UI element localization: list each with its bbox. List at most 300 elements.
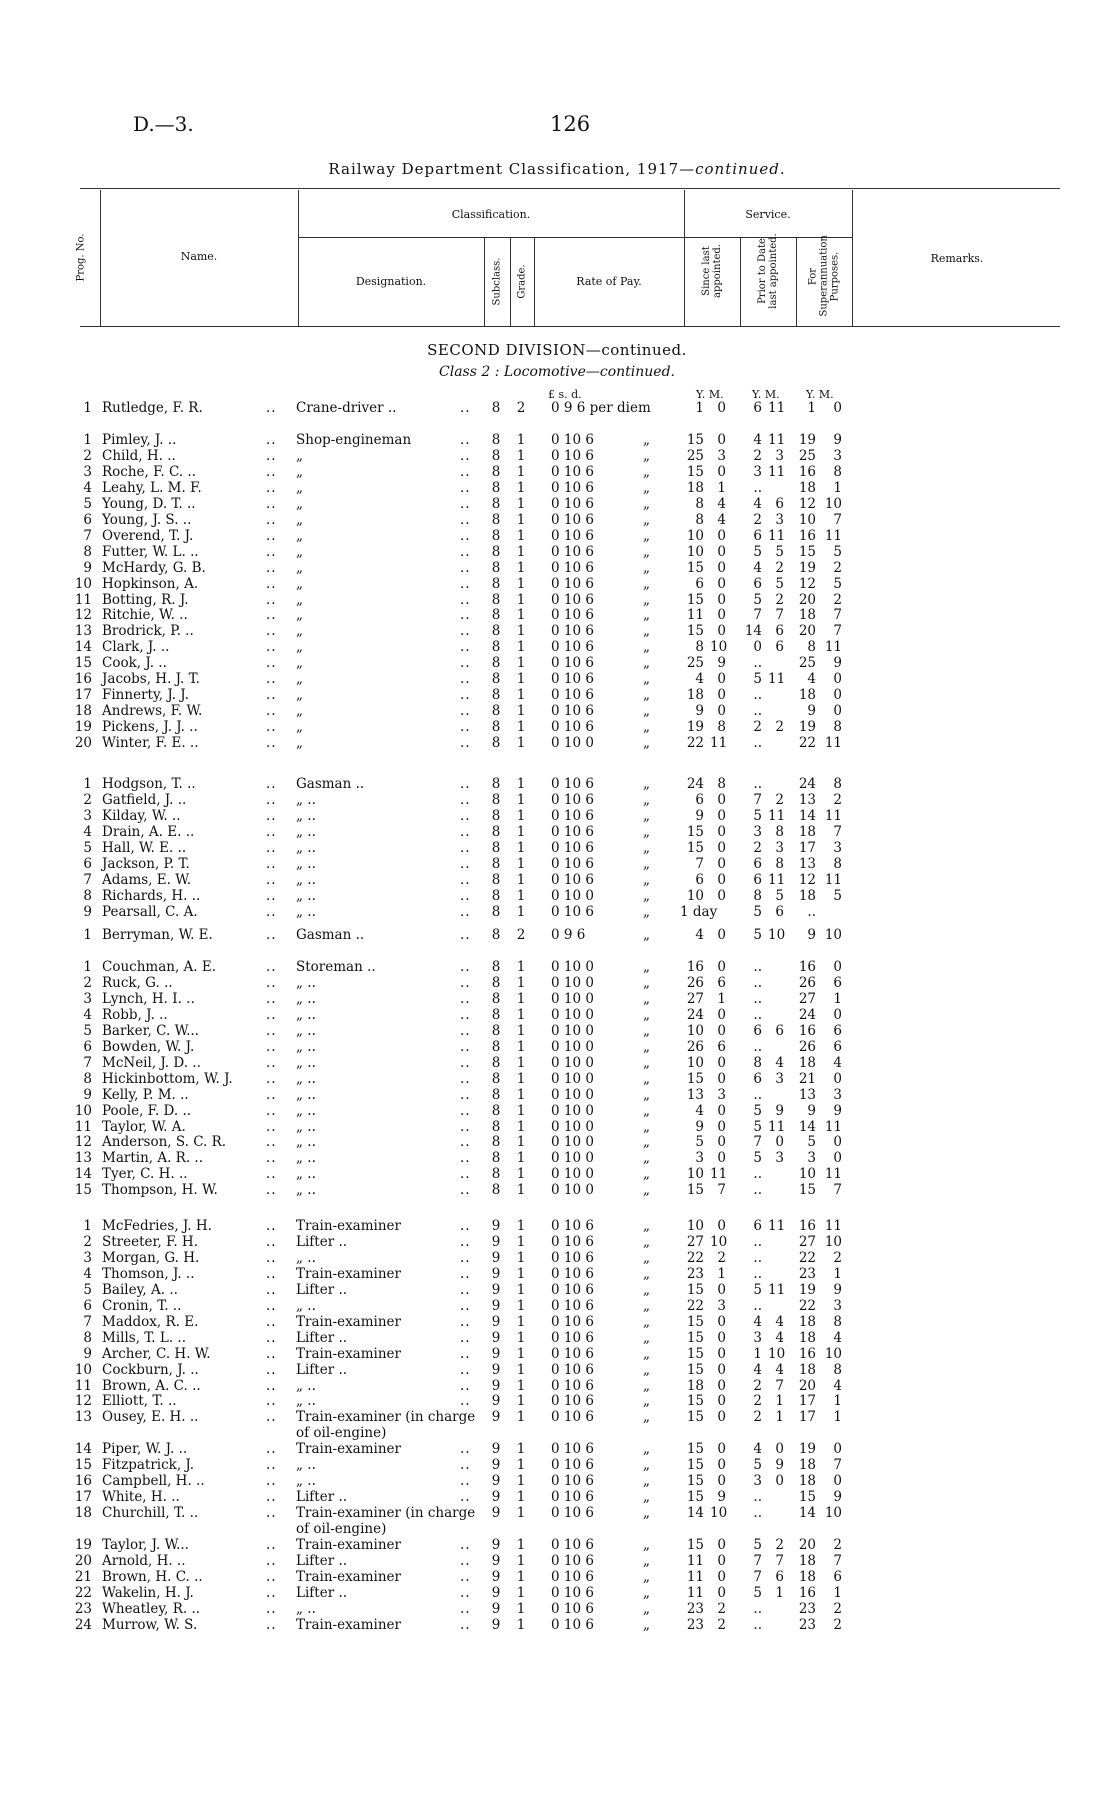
grade: 1 xyxy=(516,1297,526,1314)
prog-no: 5 xyxy=(83,1281,92,1298)
designation: Shop-engineman xyxy=(296,432,412,448)
since-months: 0 xyxy=(717,1054,726,1071)
leader-dots: .. xyxy=(460,463,471,480)
table-row xyxy=(0,577,1114,592)
since-months: 6 xyxy=(717,1038,726,1055)
name: Lynch, H. I. .. xyxy=(102,990,195,1007)
since-months: 10 xyxy=(710,1505,728,1522)
prior-years: .. xyxy=(753,1297,762,1314)
grade: 1 xyxy=(516,1038,526,1055)
table-row xyxy=(0,777,1114,792)
prior-years: 6 xyxy=(753,1022,762,1039)
leader-dots: .. xyxy=(460,400,471,416)
prog-no: 20 xyxy=(74,1552,92,1569)
prior-months: 6 xyxy=(775,903,784,920)
super-months: 0 xyxy=(833,1070,842,1087)
rate-of-pay: 0 10 6 xyxy=(551,591,594,608)
name: Young, J. S. .. xyxy=(102,511,192,528)
leader-dots: .. xyxy=(460,959,471,975)
prior-years: 2 xyxy=(753,1409,762,1426)
ditto-mark: „ xyxy=(643,575,650,592)
prior-months: 3 xyxy=(775,1150,784,1167)
designation: „ .. xyxy=(296,1377,316,1394)
since-years: 15 xyxy=(686,1393,704,1410)
leader-dots: .. xyxy=(460,1600,471,1617)
prior-months: 3 xyxy=(775,447,784,464)
designation: „ .. xyxy=(296,807,316,824)
prior-months: 3 xyxy=(775,1070,784,1087)
subclass: 8 xyxy=(491,1038,501,1055)
rate-of-pay: 0 10 6 xyxy=(551,623,594,640)
super-months: 1 xyxy=(833,1265,842,1282)
ditto-mark: „ xyxy=(643,887,650,904)
grade: 1 xyxy=(516,839,526,856)
since-months: 0 xyxy=(717,432,726,448)
grade: 1 xyxy=(516,1006,526,1023)
rate-of-pay: 0 10 6 xyxy=(551,1409,594,1426)
ditto-mark: „ xyxy=(643,1361,650,1378)
leader-dots: .. xyxy=(266,871,277,888)
grade: 1 xyxy=(516,1329,526,1346)
since-years: 11 xyxy=(686,1568,704,1585)
prog-no: 8 xyxy=(83,1329,92,1346)
table-row xyxy=(0,1410,1114,1425)
designation: „ xyxy=(296,511,303,528)
since-months: 0 xyxy=(717,543,726,560)
rate-of-pay: 0 10 6 xyxy=(551,1233,594,1250)
super-years: 18 xyxy=(798,607,816,624)
designation: „ xyxy=(296,671,303,688)
super-years: 13 xyxy=(798,791,816,808)
prior-years: 3 xyxy=(753,463,762,480)
ditto-mark: „ xyxy=(643,719,650,736)
super-months: 1 xyxy=(833,1409,842,1426)
designation: „ xyxy=(296,479,303,496)
leader-dots: .. xyxy=(266,855,277,872)
name: Overend, T. J. xyxy=(102,527,194,544)
subclass: 9 xyxy=(491,1600,501,1617)
designation: Lifter .. xyxy=(296,1281,348,1298)
prior-months: 4 xyxy=(775,1054,784,1071)
prior-months: 11 xyxy=(768,1118,786,1135)
leader-dots: .. xyxy=(460,639,471,656)
ditto-mark: „ xyxy=(643,903,650,920)
table-row xyxy=(0,593,1114,608)
designation: „ xyxy=(296,719,303,736)
leader-dots: .. xyxy=(460,1297,471,1314)
subclass: 9 xyxy=(491,1218,501,1234)
page-title xyxy=(0,160,1114,178)
classification-rule xyxy=(298,237,684,238)
super-months: 7 xyxy=(833,1182,842,1199)
super-months: 2 xyxy=(833,1600,842,1617)
grade: 1 xyxy=(516,1441,526,1458)
since-months: 0 xyxy=(717,927,726,943)
super-years: 13 xyxy=(798,1086,816,1103)
prog-no: 8 xyxy=(83,543,92,560)
name: Andrews, F. W. xyxy=(102,703,203,720)
leader-dots: .. xyxy=(460,807,471,824)
since-months: 0 xyxy=(717,807,726,824)
super-years: 18 xyxy=(798,479,816,496)
ditto-mark: „ xyxy=(643,1249,650,1266)
rate-of-pay: 0 10 6 xyxy=(551,1505,594,1522)
since-months: 0 xyxy=(717,1022,726,1039)
leader-dots: .. xyxy=(460,1233,471,1250)
name: Anderson, S. C. R. xyxy=(102,1134,227,1151)
table-row xyxy=(0,1442,1114,1457)
super-months: 11 xyxy=(824,527,842,544)
prog-no: 13 xyxy=(74,1150,92,1167)
subclass: 8 xyxy=(491,887,501,904)
since-years: 26 xyxy=(686,1038,704,1055)
rate-of-pay: 0 10 6 xyxy=(551,1552,594,1569)
super-months: 11 xyxy=(824,735,842,752)
designation: „ xyxy=(296,591,303,608)
leader-dots: .. xyxy=(266,735,277,752)
leader-dots: .. xyxy=(266,591,277,608)
since-months: 8 xyxy=(717,776,726,792)
prior-years: 5 xyxy=(753,1584,762,1601)
prior-months: 11 xyxy=(768,1218,786,1234)
designation: „ .. xyxy=(296,974,316,991)
super-years: 10 xyxy=(798,511,816,528)
subclass: 8 xyxy=(491,959,501,975)
super-years: 20 xyxy=(798,623,816,640)
leader-dots: .. xyxy=(460,703,471,720)
rate-of-pay: 0 10 0 xyxy=(551,1134,594,1151)
prior-years: .. xyxy=(753,1505,762,1522)
rate-of-pay: 0 10 0 xyxy=(551,1118,594,1135)
grade: 1 xyxy=(516,1118,526,1135)
designation: „ .. xyxy=(296,1022,316,1039)
super-months: 11 xyxy=(824,871,842,888)
super-months: 2 xyxy=(833,1249,842,1266)
since-months: 10 xyxy=(710,1233,728,1250)
since-years: 27 xyxy=(686,990,704,1007)
since-years: 24 xyxy=(686,1006,704,1023)
subclass: 8 xyxy=(491,543,501,560)
since-years: 4 xyxy=(695,927,704,943)
super-months: 8 xyxy=(833,463,842,480)
leader-dots: .. xyxy=(460,1086,471,1103)
name: White, H. .. xyxy=(102,1489,180,1506)
super-months: 5 xyxy=(833,887,842,904)
designation: „ xyxy=(296,463,303,480)
since-years: 1 day xyxy=(680,903,718,920)
prior-months: 11 xyxy=(768,807,786,824)
table-row xyxy=(0,401,1114,416)
prog-no: 15 xyxy=(74,1182,92,1199)
rate-of-pay: 0 10 0 xyxy=(551,990,594,1007)
super-months: 2 xyxy=(833,791,842,808)
since-years: 15 xyxy=(686,1329,704,1346)
designation: „ xyxy=(296,559,303,576)
name: Wheatley, R. .. xyxy=(102,1600,201,1617)
name: Kilday, W. .. xyxy=(102,807,181,824)
designation: of oil-engine) xyxy=(296,1521,387,1538)
leader-dots: .. xyxy=(266,807,277,824)
subclass: 8 xyxy=(491,735,501,752)
leader-dots: .. xyxy=(266,543,277,560)
super-years: .. xyxy=(807,903,816,920)
subclass: 8 xyxy=(491,1070,501,1087)
super-months: 0 xyxy=(833,959,842,975)
rate-of-pay: 0 10 6 xyxy=(551,855,594,872)
subclass: 8 xyxy=(491,575,501,592)
designation: „ .. xyxy=(296,855,316,872)
subclass: 8 xyxy=(491,527,501,544)
leader-dots: .. xyxy=(266,1552,277,1569)
since-years: 11 xyxy=(686,1552,704,1569)
super-years: 21 xyxy=(798,1070,816,1087)
prior-years: 4 xyxy=(753,1313,762,1330)
grade: 1 xyxy=(516,1281,526,1298)
designation: Lifter .. xyxy=(296,1489,348,1506)
designation: „ .. xyxy=(296,1102,316,1119)
super-months: 4 xyxy=(833,1329,842,1346)
super-months: 11 xyxy=(824,1218,842,1234)
super-years: 9 xyxy=(807,703,816,720)
ditto-mark: „ xyxy=(643,791,650,808)
super-months: 2 xyxy=(833,591,842,608)
ditto-mark: „ xyxy=(643,807,650,824)
subclass: 9 xyxy=(491,1265,501,1282)
table-row xyxy=(0,1586,1114,1601)
leader-dots: .. xyxy=(266,463,277,480)
leader-dots: .. xyxy=(266,1086,277,1103)
grade: 1 xyxy=(516,527,526,544)
table-row xyxy=(0,1474,1114,1489)
prior-years: 0 xyxy=(753,639,762,656)
name: Adams, E. W. xyxy=(102,871,191,888)
grade: 1 xyxy=(516,1377,526,1394)
super-years: 19 xyxy=(798,559,816,576)
designation: „ .. xyxy=(296,1297,316,1314)
grade: 1 xyxy=(516,1537,526,1553)
leader-dots: .. xyxy=(266,655,277,672)
ditto-mark: „ xyxy=(643,639,650,656)
ditto-mark: „ xyxy=(643,974,650,991)
prog-no: 4 xyxy=(83,1006,92,1023)
ditto-mark: „ xyxy=(643,990,650,1007)
super-years: 18 xyxy=(798,887,816,904)
leader-dots: .. xyxy=(266,1022,277,1039)
rate-of-pay: 0 10 6 xyxy=(551,575,594,592)
ditto-mark: „ xyxy=(643,1552,650,1569)
ditto-mark: „ xyxy=(643,1568,650,1585)
name: McNeil, J. D. .. xyxy=(102,1054,201,1071)
rate-of-pay: 0 10 0 xyxy=(551,1022,594,1039)
leader-dots: .. xyxy=(266,607,277,624)
name: Hopkinson, A. xyxy=(102,575,199,592)
name: Gatfield, J. .. xyxy=(102,791,187,808)
ditto-mark: „ xyxy=(643,655,650,672)
super-years: 8 xyxy=(807,639,816,656)
leader-dots: .. xyxy=(460,495,471,512)
prog-no: 24 xyxy=(74,1616,92,1633)
since-years: 15 xyxy=(686,1313,704,1330)
since-months: 8 xyxy=(717,719,726,736)
prior-years: 3 xyxy=(753,1473,762,1490)
since-years: 27 xyxy=(686,1233,704,1250)
since-months: 0 xyxy=(717,959,726,975)
rate-of-pay: 0 10 6 xyxy=(551,432,594,448)
ditto-mark: „ xyxy=(643,1070,650,1087)
rate-of-pay: 0 10 6 xyxy=(551,1568,594,1585)
name: Thomson, J. .. xyxy=(102,1265,195,1282)
name: Brown, H. C. .. xyxy=(102,1568,203,1585)
prior-years: .. xyxy=(753,655,762,672)
grade: 1 xyxy=(516,1616,526,1633)
since-months: 4 xyxy=(717,495,726,512)
prior-months: 6 xyxy=(775,1022,784,1039)
rate-of-pay: 0 10 6 xyxy=(551,1473,594,1490)
rate-of-pay: 0 10 6 xyxy=(551,1441,594,1458)
ditto-mark: „ xyxy=(643,671,650,688)
prior-years: 5 xyxy=(753,927,762,943)
prog-no: 9 xyxy=(83,559,92,576)
designation: Lifter .. xyxy=(296,1233,348,1250)
name: Hickinbottom, W. J. xyxy=(102,1070,233,1087)
since-years: 15 xyxy=(686,1409,704,1426)
subclass: 9 xyxy=(491,1377,501,1394)
since-years: 10 xyxy=(686,1054,704,1071)
prog-no: 6 xyxy=(83,1038,92,1055)
since-years: 15 xyxy=(686,823,704,840)
leader-dots: .. xyxy=(460,1070,471,1087)
rate-of-pay: 0 10 0 xyxy=(551,1150,594,1167)
subclass: 8 xyxy=(491,1102,501,1119)
since-months: 0 xyxy=(717,1457,726,1474)
ditto-mark: „ xyxy=(643,1265,650,1282)
prior-years: 5 xyxy=(753,543,762,560)
header-service: Service. xyxy=(745,208,791,221)
leader-dots: .. xyxy=(266,511,277,528)
super-years: 17 xyxy=(798,1393,816,1410)
leader-dots: .. xyxy=(266,1361,277,1378)
leader-dots: .. xyxy=(460,1134,471,1151)
grade: 1 xyxy=(516,1182,526,1199)
years-months-since: Y. M. xyxy=(696,388,724,401)
prior-years: 7 xyxy=(753,607,762,624)
since-years: 6 xyxy=(695,871,704,888)
prog-no: 1 xyxy=(83,432,92,448)
designation: Gasman .. xyxy=(296,776,365,792)
header-top-rule xyxy=(80,188,1060,189)
since-months: 7 xyxy=(717,1182,726,1199)
leader-dots: .. xyxy=(266,1489,277,1506)
since-years: 15 xyxy=(686,1457,704,1474)
grade: 1 xyxy=(516,871,526,888)
super-years: 16 xyxy=(798,527,816,544)
grade: 1 xyxy=(516,1505,526,1522)
subclass: 9 xyxy=(491,1616,501,1633)
leader-dots: .. xyxy=(460,1150,471,1167)
leader-dots: .. xyxy=(266,479,277,496)
super-months: 7 xyxy=(833,623,842,640)
super-years: 19 xyxy=(798,432,816,448)
super-months: 11 xyxy=(824,639,842,656)
leader-dots: .. xyxy=(266,1441,277,1458)
designation: Train-examiner xyxy=(296,1568,401,1585)
since-years: 5 xyxy=(695,1134,704,1151)
since-years: 11 xyxy=(686,607,704,624)
prior-years: .. xyxy=(753,959,762,975)
since-months: 0 xyxy=(717,1377,726,1394)
grade: 1 xyxy=(516,903,526,920)
table-row xyxy=(0,1379,1114,1394)
super-months: 4 xyxy=(833,1054,842,1071)
table-row xyxy=(0,497,1114,512)
table-row xyxy=(0,1024,1114,1039)
subclass: 8 xyxy=(491,776,501,792)
leader-dots: .. xyxy=(460,903,471,920)
designation: Lifter .. xyxy=(296,1361,348,1378)
super-months: 8 xyxy=(833,719,842,736)
since-years: 15 xyxy=(686,432,704,448)
super-years: 5 xyxy=(807,1134,816,1151)
prog-no: 15 xyxy=(74,1457,92,1474)
name: Rutledge, F. R. xyxy=(102,400,203,416)
since-years: 3 xyxy=(695,1150,704,1167)
designation: „ .. xyxy=(296,1600,316,1617)
subclass: 9 xyxy=(491,1361,501,1378)
since-months: 0 xyxy=(717,687,726,704)
prior-months: 9 xyxy=(775,1102,784,1119)
ditto-mark: „ xyxy=(643,1441,650,1458)
subclass: 8 xyxy=(491,1118,501,1135)
since-years: 23 xyxy=(686,1600,704,1617)
since-months: 0 xyxy=(717,1070,726,1087)
since-years: 15 xyxy=(686,839,704,856)
since-years: 15 xyxy=(686,591,704,608)
table-row xyxy=(0,1151,1114,1166)
leader-dots: .. xyxy=(266,575,277,592)
name: Winter, F. E. .. xyxy=(102,735,199,752)
ditto-mark: „ xyxy=(643,479,650,496)
prior-months: 2 xyxy=(775,791,784,808)
rate-of-pay: 0 10 0 xyxy=(551,1102,594,1119)
since-months: 0 xyxy=(717,1150,726,1167)
prog-no: 11 xyxy=(74,591,92,608)
since-months: 0 xyxy=(717,1361,726,1378)
name: Archer, C. H. W. xyxy=(102,1345,211,1362)
prog-no: 1 xyxy=(83,776,92,792)
grade: 1 xyxy=(516,479,526,496)
leader-dots: .. xyxy=(266,1409,277,1426)
designation: „ xyxy=(296,703,303,720)
table-row xyxy=(0,449,1114,464)
since-months: 0 xyxy=(717,703,726,720)
ditto-mark: „ xyxy=(643,1505,650,1522)
rate-of-pay: 0 10 6 xyxy=(551,1345,594,1362)
since-months: 0 xyxy=(717,1537,726,1553)
rate-of-pay: 0 10 6 xyxy=(551,559,594,576)
super-years: 23 xyxy=(798,1616,816,1633)
super-months: 1 xyxy=(833,1393,842,1410)
leader-dots: .. xyxy=(266,1218,277,1234)
ditto-mark: „ xyxy=(643,527,650,544)
super-years: 14 xyxy=(798,1505,816,1522)
name: Poole, F. D. .. xyxy=(102,1102,192,1119)
grade: 1 xyxy=(516,495,526,512)
since-years: 9 xyxy=(695,1118,704,1135)
grade: 1 xyxy=(516,1489,526,1506)
prior-years: 3 xyxy=(753,1329,762,1346)
name: Campbell, H. .. xyxy=(102,1473,205,1490)
ditto-mark: „ xyxy=(643,839,650,856)
